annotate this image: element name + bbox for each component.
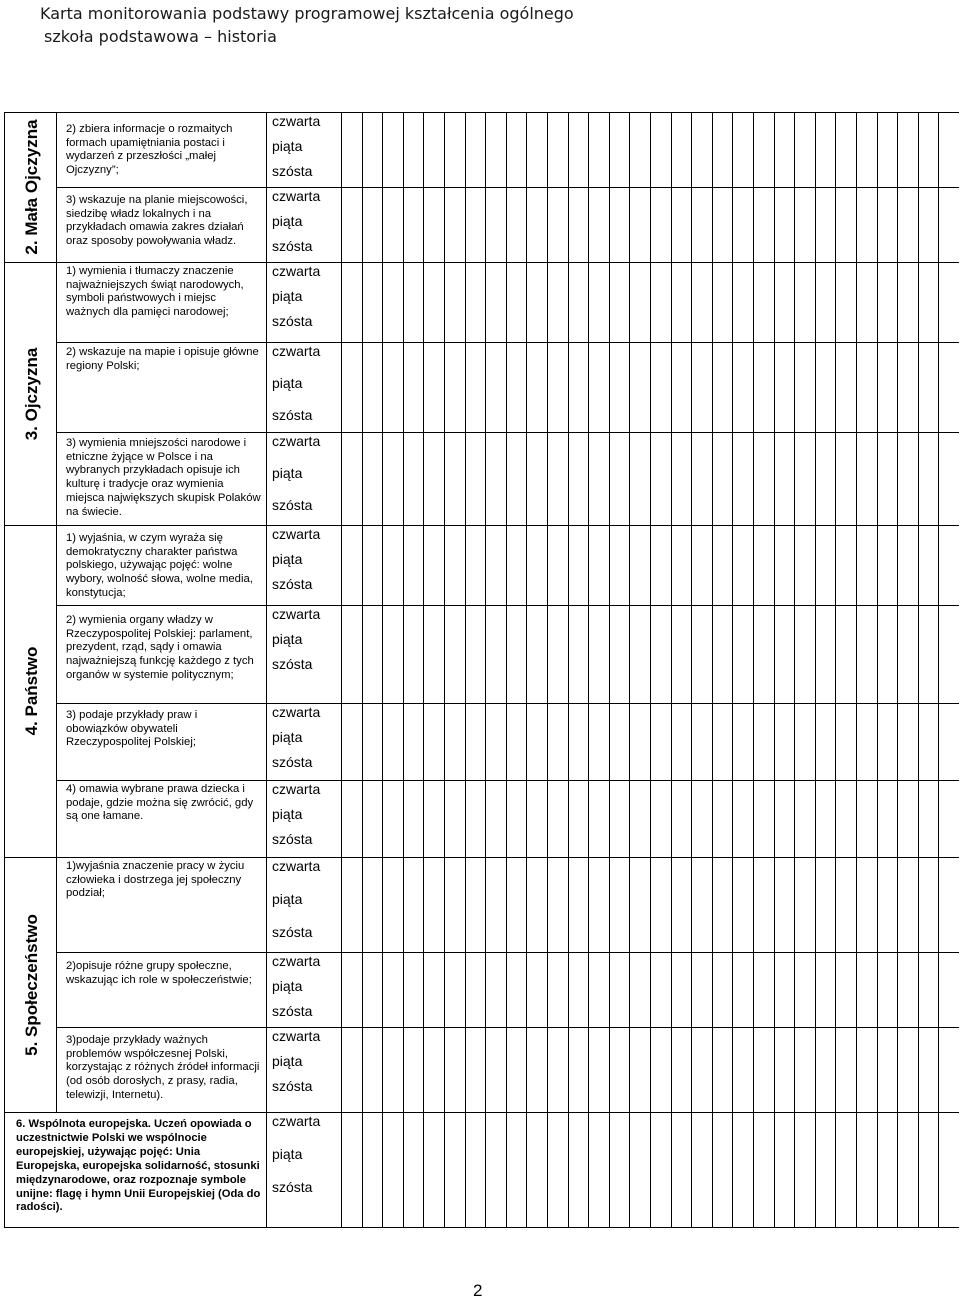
grade-label: szósta xyxy=(272,831,313,847)
document-subtitle: szkoła podstawowa – historia xyxy=(44,27,277,46)
section-label-panstwo: 4. Państwo xyxy=(22,646,41,736)
grade-label: szósta xyxy=(272,576,313,592)
grade-label: piąta xyxy=(272,891,303,907)
requirement-3-2: 2) wskazuje na mapie i opisuje główne regiony Polski; xyxy=(66,346,259,372)
section-label-mala-ojczyzna: 2. Mała Ojczyzna xyxy=(22,119,41,255)
column-line xyxy=(897,112,898,1227)
grade-label: czwarta xyxy=(272,858,321,874)
row-line xyxy=(56,952,959,953)
grade-label: czwarta xyxy=(272,263,321,279)
row-line xyxy=(56,342,959,343)
row-line xyxy=(56,432,959,433)
grade-label: piąta xyxy=(272,375,303,391)
column-line xyxy=(774,112,775,1227)
column-line xyxy=(568,112,569,1227)
column-line xyxy=(815,112,816,1227)
requirement-4-3: 3) podaje przykłady praw i obowiązków obywateli Rzeczypospolitej Polskiej; xyxy=(66,709,198,749)
column-line xyxy=(856,112,857,1227)
requirement-4-4: 4) omawia wybrane prawa dziecka i podaje, gdzie można się zwrócić, gdy są one łamane. xyxy=(66,783,254,823)
document-title: Karta monitorowania podstawy programowej kształcenia ogólnego xyxy=(40,4,574,23)
grade-label: piąta xyxy=(272,213,303,229)
column-line xyxy=(341,112,342,1227)
requirement-3-1: 1) wymienia i tłumaczy znaczenie najważniejszych świąt narodowych, symboli państwowych i miejsc ważnych dla pamięci narodowej; xyxy=(66,265,244,319)
grade-label: piąta xyxy=(272,138,303,154)
grade-label: czwarta xyxy=(272,781,321,797)
column-line xyxy=(403,112,404,1227)
column-line xyxy=(629,112,630,1227)
column-line xyxy=(444,112,445,1227)
grade-label: czwarta xyxy=(272,113,321,129)
grade-label: czwarta xyxy=(272,1028,321,1044)
column-line xyxy=(588,112,589,1227)
row-line xyxy=(56,703,959,704)
section-line xyxy=(4,857,959,858)
column-line xyxy=(794,112,795,1227)
grade-label: piąta xyxy=(272,1053,303,1069)
grade-label: czwarta xyxy=(272,606,321,622)
row-line xyxy=(4,112,959,113)
grade-label: szósta xyxy=(272,163,313,179)
column-line xyxy=(712,112,713,1227)
row-line xyxy=(4,1227,959,1228)
requirement-3-3: 3) wymienia mniejszości narodowe i etniczne żyjące w Polsce i na wybranych przykładach opisuje ich kulturę i tradycje oraz wymienia miejsca największych skupisk Polaków na świecie. xyxy=(66,437,261,518)
grade-label: szósta xyxy=(272,754,313,770)
grade-label: czwarta xyxy=(272,704,321,720)
grade-label: czwarta xyxy=(272,1113,321,1129)
grade-label: szósta xyxy=(272,1078,313,1094)
grade-label: czwarta xyxy=(272,526,321,542)
requirement-5-2: 2)opisuje różne grupy społeczne, wskazując ich role w społeczeństwie; xyxy=(66,960,252,986)
grade-label: piąta xyxy=(272,1146,303,1162)
column-line xyxy=(609,112,610,1227)
grade-label: czwarta xyxy=(272,188,321,204)
grade-label: szósta xyxy=(272,238,313,254)
row-line xyxy=(56,605,959,606)
column-line xyxy=(547,112,548,1227)
section-label-ojczyzna: 3. Ojczyzna xyxy=(22,347,41,440)
grade-label: piąta xyxy=(272,806,303,822)
requirement-5-3: 3)podaje przykłady ważnych problemów współczesnej Polski, korzystając z różnych źródeł informacji (od osób dorosłych, z prasy, radia, telewizji, Internetu). xyxy=(66,1034,260,1101)
grade-label: piąta xyxy=(272,729,303,745)
grade-label: piąta xyxy=(272,551,303,567)
grade-label: szósta xyxy=(272,407,313,423)
requirement-2-2: 2) zbiera informacje o rozmaitych formach upamiętniania postaci i wydarzeń z przeszłości „małej Ojczyzny”; xyxy=(66,123,233,177)
grade-label: piąta xyxy=(272,978,303,994)
column-line xyxy=(506,112,507,1227)
column-line xyxy=(877,112,878,1227)
section-line xyxy=(4,525,959,526)
requirement-4-1: 1) wyjaśnia, w czym wyraża się demokratyczny charakter państwa polskiego, używając pojęć: wolne wybory, wolność słowa, wolne media, konstytucja; xyxy=(66,532,253,599)
grade-label: czwarta xyxy=(272,953,321,969)
row-line xyxy=(56,187,959,188)
requirement-2-3: 3) wskazuje na planie miejscowości, siedzibę władz lokalnych i na przykładach omawia zakres działań oraz sposoby powoływania władz. xyxy=(66,194,248,248)
grade-label: szósta xyxy=(272,497,313,513)
column-line xyxy=(691,112,692,1227)
column-line xyxy=(753,112,754,1227)
column-line xyxy=(485,112,486,1227)
grade-label: czwarta xyxy=(272,433,321,449)
requirement-5-1: 1)wyjaśnia znaczenie pracy w życiu człowieka i dostrzega jej społeczny podział; xyxy=(66,860,245,900)
section-line xyxy=(4,1112,959,1113)
column-line xyxy=(650,112,651,1227)
column-line xyxy=(465,112,466,1227)
requirement-6: 6. Wspólnota europejska. Uczeń opowiada o uczestnictwie Polski we wspólnocie europejskiej, używając pojęć: Unia Europejska, europejska solidarność, stosunki międzynarodowe, oraz rozpoznaje symbole unijne: flagę i hymn Unii Europejskiej (Oda do radości). xyxy=(16,1118,261,1214)
column-line xyxy=(671,112,672,1227)
page-number: 2 xyxy=(473,1281,483,1300)
section-label-spoleczenstwo: 5. Społeczeństwo xyxy=(22,913,41,1056)
grade-label: szósta xyxy=(272,1003,313,1019)
requirement-4-2: 2) wymienia organy władzy w Rzeczypospolitej Polskiej: parlament, prezydent, rząd, sądy i omawia najważniejszą funkcję każdego z tych organów w systemie politycznym; xyxy=(66,614,254,681)
column-line xyxy=(526,112,527,1227)
column-line xyxy=(918,112,919,1227)
column-line xyxy=(266,112,267,1227)
monitoring-table xyxy=(4,112,959,1227)
grade-label: piąta xyxy=(272,288,303,304)
column-line xyxy=(362,112,363,1227)
grade-label: piąta xyxy=(272,631,303,647)
column-line xyxy=(732,112,733,1227)
grade-label: szósta xyxy=(272,313,313,329)
column-line xyxy=(423,112,424,1227)
column-line xyxy=(382,112,383,1227)
grade-label: szósta xyxy=(272,1179,313,1195)
grade-label: szósta xyxy=(272,656,313,672)
page-header xyxy=(40,0,574,48)
grade-label: szósta xyxy=(272,924,313,940)
grade-label: czwarta xyxy=(272,343,321,359)
column-line xyxy=(938,112,939,1227)
row-line xyxy=(56,1027,959,1028)
grade-label: piąta xyxy=(272,465,303,481)
column-line xyxy=(4,112,5,1227)
row-line xyxy=(56,780,959,781)
section-line xyxy=(4,262,959,263)
column-line xyxy=(835,112,836,1227)
